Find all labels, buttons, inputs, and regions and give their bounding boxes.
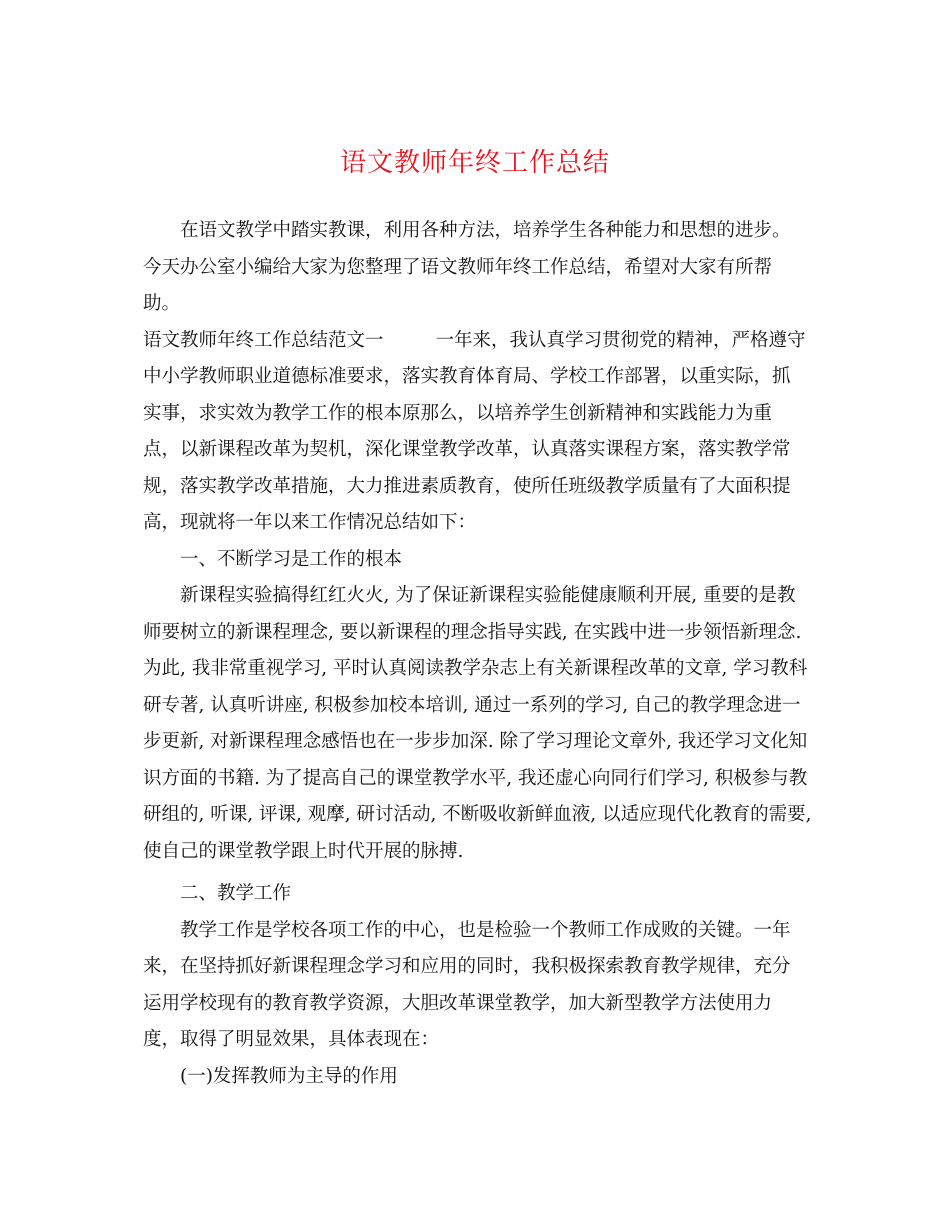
sample-line: 中小学教师职业道德标准要求，落实教育体育局、学校工作部署，以重实际，抓 xyxy=(143,366,791,387)
section1-line: 步更新, 对新课程理念感悟也在一步步加深. 除了学习理论文章外, 我还学习文化知 xyxy=(143,731,808,752)
sample-line: 规，落实教学改革措施，大力推进素质教育，使所任班级教学质量有了大面积提 xyxy=(143,475,791,497)
sample-line: 点，以新课程改革为契机，深化课堂教学改革，认真落实课程方案，落实教学常 xyxy=(143,439,791,460)
sample-first-text: 一年来，我认真学习贯彻党的精神，严格遵守 xyxy=(435,329,806,351)
section1-line: 新课程实验搞得红红火火, 为了保证新课程实验能健康顺利开展, 重要的是教 xyxy=(180,585,796,606)
document-title: 语文教师年终工作总结 xyxy=(339,148,610,178)
section2-line: 教学工作是学校各项工作的中心，也是检验一个教师工作成败的关键。一年 xyxy=(180,919,791,941)
intro-line: 在语文教学中踏实教课，利用各种方法，培养学生各种能力和思想的进步。 xyxy=(180,220,791,241)
section-heading-1: 一、不断学习是工作的根本 xyxy=(180,548,403,570)
section1-line: 识方面的书籍. 为了提高自己的课堂教学水平, 我还虚心向同行们学习, 积极参与教 xyxy=(143,767,808,789)
sample-first-line xyxy=(143,323,808,360)
section1-line: 研专著, 认真听讲座, 积极参加校本培训, 通过一系列的学习, 自己的教学理念进一 xyxy=(143,694,801,716)
section2-line: 度，取得了明显效果，具体表现在： xyxy=(143,1029,440,1050)
section1-line: 师要树立的新课程理念, 要以新课程的理念指导实践, 在实践中进一步领悟新理念. xyxy=(143,621,802,643)
document-body xyxy=(143,213,812,1095)
sample-label: 语文教师年终工作总结范文一 xyxy=(143,329,384,351)
intro-line: 助。 xyxy=(143,293,181,314)
section2-line: 来，在坚持抓好新课程理念学习和应用的同时，我积极探索教育教学规律，充分 xyxy=(143,956,791,977)
sample-line: 高，现就将一年以来工作情况总结如下： xyxy=(143,512,477,533)
section2-line: 运用学校现有的教育教学资源，大胆改革课堂教学，加大新型教学方法使用力 xyxy=(143,992,773,1014)
sample-line: 实事，求实效为教学工作的根本原那么，以培养学生创新精神和实践能力为重 xyxy=(143,402,773,424)
section1-line: 研组的, 听课, 评课, 观摩, 研讨活动, 不断吸收新鲜血液, 以适应现代化教育的需要, xyxy=(143,804,812,825)
intro-line: 今天办公室小编给大家为您整理了语文教师年终工作总结，希望对大家有所帮 xyxy=(143,256,773,278)
section1-line: 使自己的课堂教学跟上时代开展的脉搏. xyxy=(143,840,464,862)
subheading: (一)发挥教师为主导的作用 xyxy=(180,1065,398,1087)
section1-line: 为此, 我非常重视学习, 平时认真阅读教学杂志上有关新课程改革的文章, 学习教科 xyxy=(143,658,808,679)
section-heading-2: 二、教学工作 xyxy=(180,883,292,904)
